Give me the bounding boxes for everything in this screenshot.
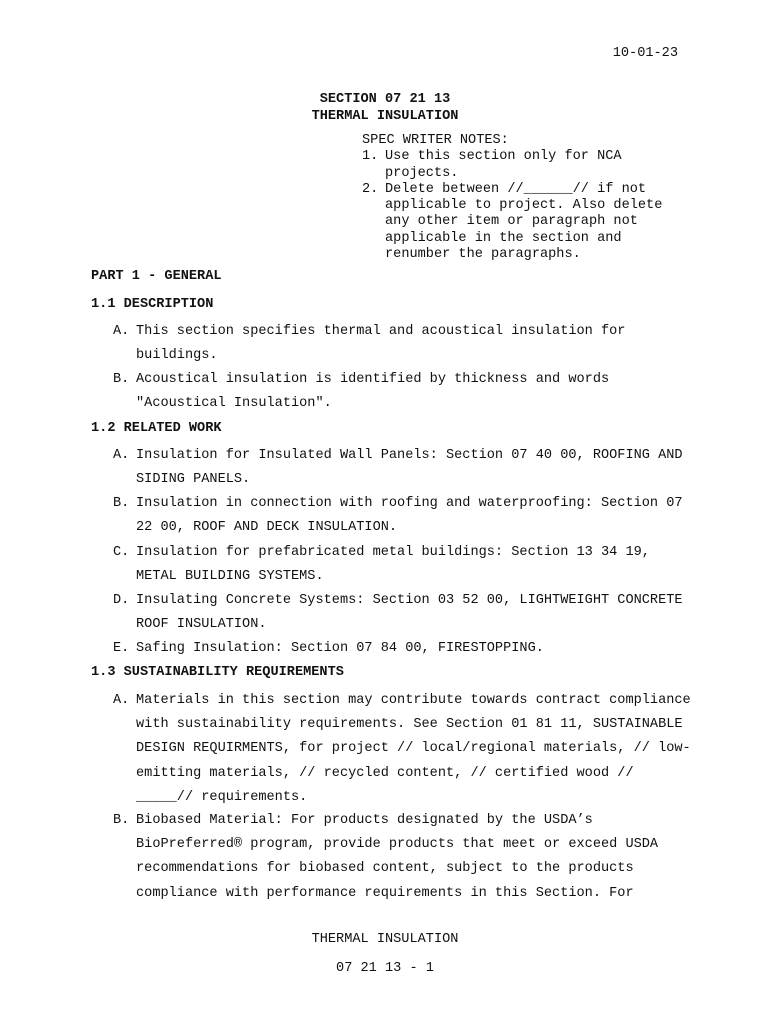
paragraph-text: Insulation in connection with roofing and waterproofing: Section 07 22 00, ROOF AND DECK INSULATION. <box>136 496 683 536</box>
header-date: 10-01-23 <box>612 46 678 61</box>
paragraph-text: Acoustical insulation is identified by thickness and words "Acoustical Insulation". <box>136 372 610 412</box>
paragraph-letter: C. <box>113 545 130 560</box>
paragraph-text: Biobased Material: For products designated by the USDA’s BioPreferred® program, provide products that meet or exceed USDA recommendations for biobased content, subject to the products compliance with performance requirements in this Section. For <box>136 813 659 901</box>
section-title: THERMAL INSULATION <box>311 109 459 124</box>
paragraph-text: Materials in this section may contribute towards contract compliance with sustainability requirements. See Section 01 81 11, SUSTAINABLE DESIGN REQUIRMENTS, for project // local/regional materials, // low-emitting materials, // recycled content, // certified wood // _____// requirements. <box>136 693 691 805</box>
paragraph-item <box>113 589 693 637</box>
spec-notes-title: SPEC WRITER NOTES: <box>362 133 509 148</box>
paragraph-letter: A. <box>113 693 130 708</box>
spec-writer-notes <box>362 133 692 263</box>
paragraph-text: Insulation for prefabricated metal buildings: Section 13 34 19, METAL BUILDING SYSTEMS. <box>136 545 650 585</box>
paragraph-letter: E. <box>113 641 130 656</box>
paragraph-letter: B. <box>113 372 130 387</box>
part-heading: PART 1 - GENERAL <box>91 269 222 284</box>
paragraph-item <box>113 320 693 368</box>
paragraph-item <box>113 541 693 589</box>
section-number: SECTION 07 21 13 <box>319 92 451 107</box>
section-heading-related-work: 1.2 RELATED WORK <box>91 421 222 436</box>
footer-title: THERMAL INSULATION <box>311 932 459 947</box>
paragraph-text: Insulation for Insulated Wall Panels: Section 07 40 00, ROOFING AND SIDING PANELS. <box>136 448 683 488</box>
paragraph-letter: A. <box>113 324 130 339</box>
paragraph-item <box>113 368 693 416</box>
paragraph-item <box>113 689 693 810</box>
paragraph-item <box>113 492 693 540</box>
paragraph-text: Safing Insulation: Section 07 84 00, FIRESTOPPING. <box>136 641 544 656</box>
paragraph-item <box>113 637 693 661</box>
paragraph-letter: B. <box>113 496 130 511</box>
spec-note-item <box>362 182 692 263</box>
spec-note-number: 1. <box>362 149 379 165</box>
paragraph-letter: D. <box>113 593 130 608</box>
section-heading-sustainability: 1.3 SUSTAINABILITY REQUIREMENTS <box>91 665 344 680</box>
paragraph-item <box>113 444 693 492</box>
spec-note-text: Delete between //______// if not applicable to project. Also delete any other item or paragraph not applicable in the section and renumber the paragraphs. <box>385 181 663 263</box>
paragraph-text: This section specifies thermal and acoustical insulation for buildings. <box>136 324 626 364</box>
spec-note-number: 2. <box>362 181 379 197</box>
paragraph-item <box>113 809 693 906</box>
paragraph-text: Insulating Concrete Systems: Section 03 52 00, LIGHTWEIGHT CONCRETE ROOF INSULATION. <box>136 593 683 633</box>
spec-note-item <box>362 149 692 182</box>
section-heading-description: 1.1 DESCRIPTION <box>91 297 214 312</box>
paragraph-letter: A. <box>113 448 130 463</box>
paragraph-letter: B. <box>113 813 130 828</box>
footer-page-number: 07 21 13 - 1 <box>336 961 434 976</box>
spec-note-text: Use this section only for NCA projects. <box>385 149 622 181</box>
